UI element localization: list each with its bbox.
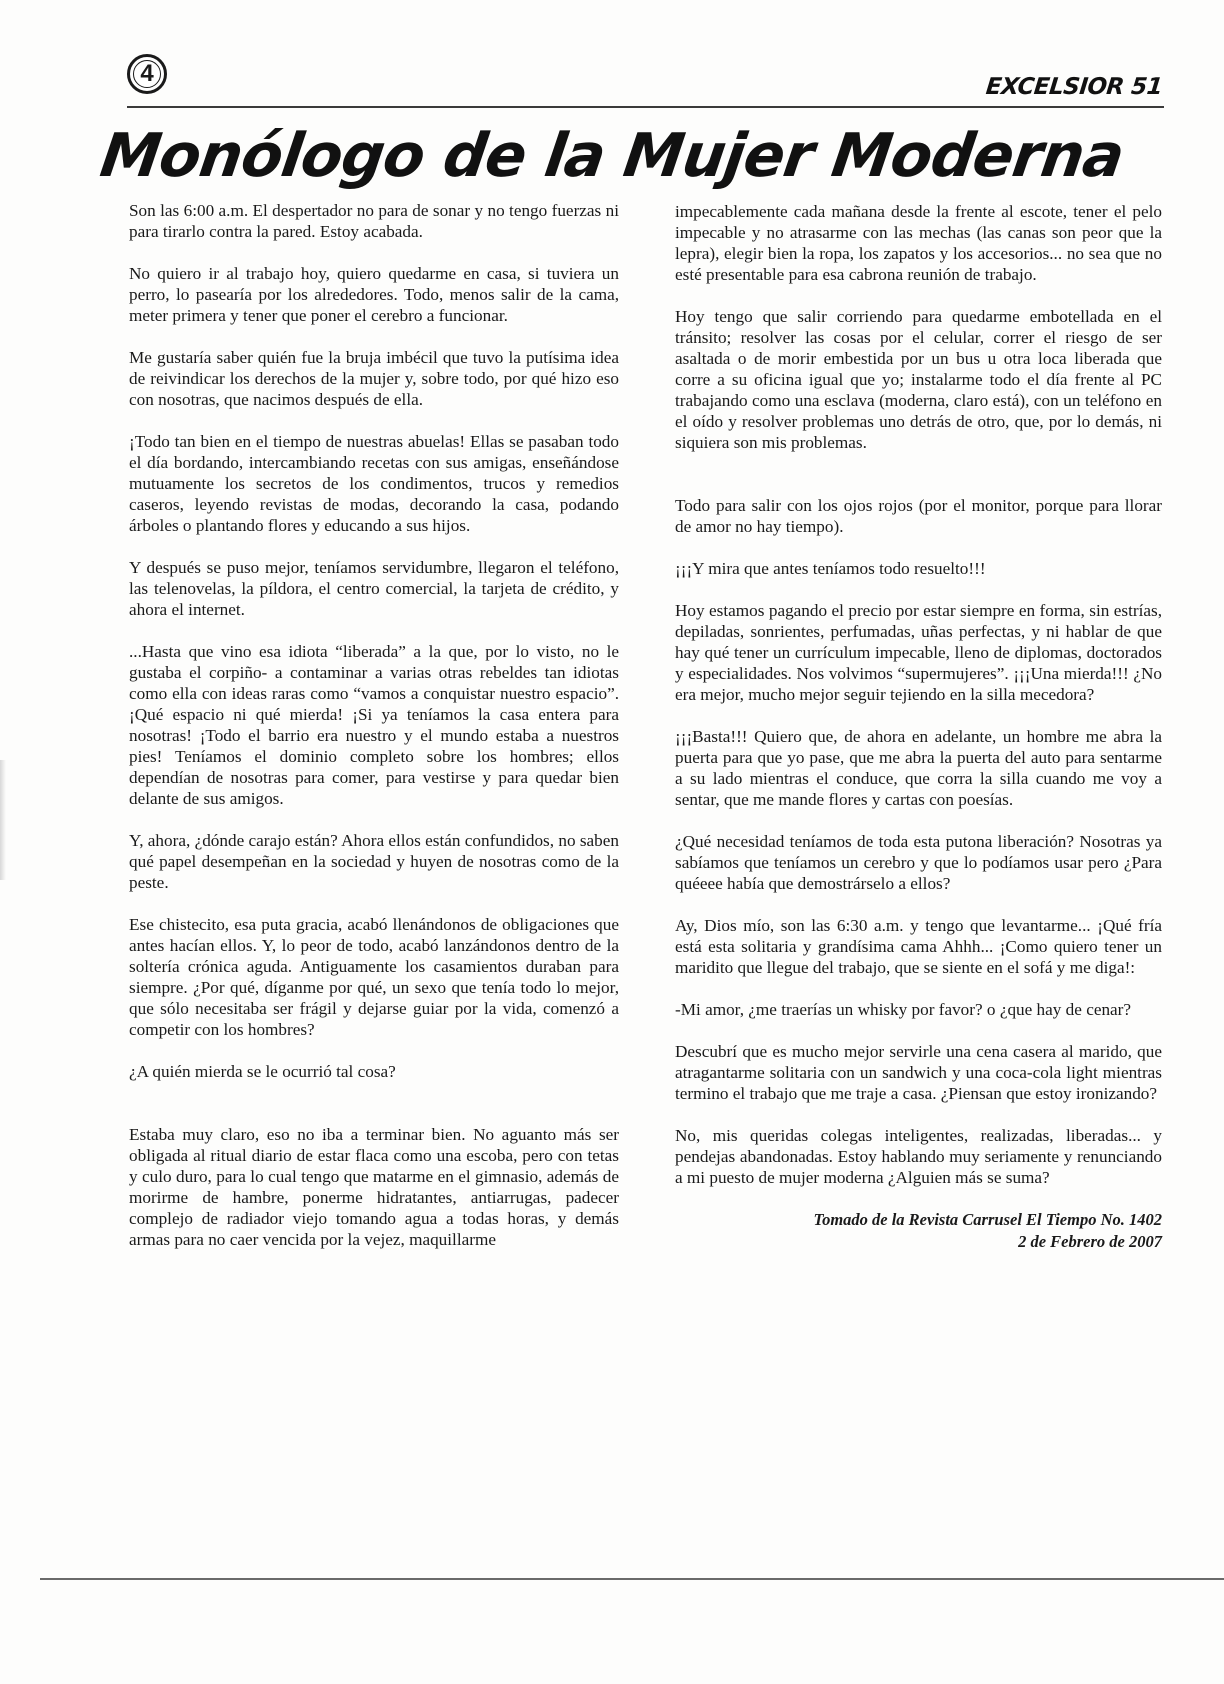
footer-divider — [40, 1578, 1224, 1580]
paragraph: Y, ahora, ¿dónde carajo están? Ahora ellos están confundidos, no saben qué papel desempeñan en la sociedad y huyen de nosotras como de la peste. — [129, 831, 619, 892]
credit-date: 2 de Febrero de 2007 — [1018, 1232, 1162, 1251]
paragraph: No, mis queridas colegas inteligentes, realizadas, liberadas... y pendejas abandonadas. Estoy hablando muy seriamente y renunciando a mi puesto de mujer moderna ¿Alguien más se suma? — [675, 1126, 1162, 1187]
paragraph: Hoy tengo que salir corriendo para quedarme embotellada en el tránsito; resolver las cosas por el celular, correr el riesgo de ser asaltada o de morir embestida por un bus u otra loca liberada que corre a su oficina igual que yo; instalarme todo el día frente al PC trabajando como una esclava (moderna, claro está), con un teléfono en el oído y resolver problemas uno detrás de otro, que, por lo demás, ni siquiera son mis problemas. — [675, 307, 1162, 452]
paragraph: ¡¡¡Basta!!! Quiero que, de ahora en adelante, un hombre me abra la puerta para que yo pase, que me abra la puerta del auto para sentarme a su lado mientras el conduce, que corra la silla cuando me voy a sentar, que me mande flores y cartas con poesías. — [675, 727, 1162, 809]
paragraph: No quiero ir al trabajo hoy, quiero quedarme en casa, si tuviera un perro, lo pasearía por los alrededores. Todo, menos salir de la cama, meter primera y tener que poner el cerebro a funcionar. — [129, 264, 619, 325]
paragraph: ¡¡¡Y mira que antes teníamos todo resuelto!!! — [675, 559, 986, 578]
paragraph: ¡Todo tan bien en el tiempo de nuestras abuelas! Ellas se pasaban todo el día bordando, intercambiando recetas con sus amigas, enseñándose mutuamente los secretos de los condimentos, trucos y remedios caseros, leyendo revistas de modas, decorando la casa, podando árboles o plantando flores y educando a sus hijos. — [129, 432, 619, 535]
scan-edge-shadow — [0, 760, 6, 880]
credit-source: Tomado de la Revista Carrusel El Tiempo No. 1402 — [813, 1210, 1162, 1229]
paragraph: ¿Qué necesidad teníamos de toda esta putona liberación? Nosotras ya sabíamos que teníamos un cerebro y que lo podíamos usar pero ¿Para quéeee había que demostrárselo a ellos? — [675, 832, 1162, 893]
paragraph: Me gustaría saber quién fue la bruja imbécil que tuvo la putísima idea de reivindicar los derechos de la mujer y, sobre todo, por qué hizo eso con nosotras, que nacimos después de ella. — [129, 348, 619, 409]
paragraph: Estaba muy claro, eso no iba a terminar bien. No aguanto más ser obligada al ritual diario de estar flaca como una escoba, pero con tetas y culo duro, para lo cual tengo que matarme en el gimnasio, además de morirme de hambre, ponerme hidratantes, antiarrugas, padecer complejo de radiador viejo tomando agua a todas horas, y demás armas para no caer vencida por la vejez, maquillarme — [129, 1125, 619, 1249]
paragraph: Hoy estamos pagando el precio por estar siempre en forma, sin estrías, depiladas, sonrientes, perfumadas, uñas perfectas, y ni hablar de que hay qué tener un currículum impecable, lleno de diplomas, doctorados y especialidades. Nos volvimos “supermujeres”. ¡¡¡Una mierda!!! ¿No era mejor, mucho mejor seguir tejiendo en la silla mecedora? — [675, 601, 1162, 704]
paragraph: ...Hasta que vino esa idiota “liberada” a la que, por lo visto, no le gustaba el corpiño- a contaminar a varias otras rebeldes tan idiotas como ella con ideas raras como “vamos a conquistar nuestro espacio”. ¡Qué espacio ni qué mierda! ¡Si ya teníamos la casa entera para nosotras! ¡Todo el barrio era nuestro y el mundo estaba a nuestros pies! Teníamos el dominio completo sobre los hombres; ellos dependían de nosotras para comer, para vestirse y para quedar bien delante de sus amigos. — [129, 642, 619, 808]
masthead-logo: EXCELSIOR 51 — [984, 74, 1164, 100]
paragraph: Todo para salir con los ojos rojos (por el monitor, porque para llorar de amor no hay tiempo). — [675, 496, 1162, 536]
paragraph: Ay, Dios mío, son las 6:30 a.m. y tengo que levantarme... ¡Qué fría está esta solitaria y grandísima cama Ahhh... ¡Como quiero tener un maridito que llegue del trabajo, que se siente en el sofá y me diga!: — [675, 916, 1162, 977]
source-credit — [675, 1209, 1162, 1253]
paragraph: -Mi amor, ¿me traerías un whisky por favor? o ¿que hay de cenar? — [675, 1000, 1132, 1019]
paragraph: Ese chistecito, esa puta gracia, acabó llenándonos de obligaciones que antes hacían ellos. Y, lo peor de todo, acabó lanzándonos dentro de la soltería crónica aguda. Antiguamente los casamientos duraban para siempre. ¿Por qué, díganme por qué, un sexo que tenía todo lo mejor, que sólo necesitaba ser frágil y dejarse guiar por la vida, comenzó a competir con los hombres? — [129, 915, 619, 1039]
page-number: 4 — [140, 60, 154, 87]
paragraph: Descubrí que es mucho mejor servirle una cena casera al marido, que atragantarme solitaria con un sandwich y una coca-cola light mientras termino el trabajo que me traje a casa. ¿Piensan que estoy ironizando? — [675, 1042, 1162, 1103]
paragraph: impecablemente cada mañana desde la frente al escote, tener el pelo impecable y no atrasarme con las mechas (las canas son peor que la lepra), elegir bien la ropa, los zapatos y los accesorios... no sea que no esté presentable para esa cabrona reunión de trabajo. — [675, 202, 1162, 284]
paragraph: Y después se puso mejor, teníamos servidumbre, llegaron el teléfono, las telenovelas, la píldora, el centro comercial, la tarjeta de crédito, y ahora el internet. — [129, 558, 619, 619]
article-title: Monólogo de la Mujer Moderna — [96, 121, 1128, 191]
page-number-badge — [127, 54, 167, 94]
paragraph: Son las 6:00 a.m. El despertador no para de sonar y no tengo fuerzas ni para tirarlo contra la pared. Estoy acabada. — [129, 201, 619, 241]
paragraph: ¿A quién mierda se le ocurrió tal cosa? — [129, 1062, 396, 1081]
header-divider — [127, 106, 1164, 108]
left-column — [129, 200, 619, 1271]
right-column — [675, 201, 1162, 1253]
